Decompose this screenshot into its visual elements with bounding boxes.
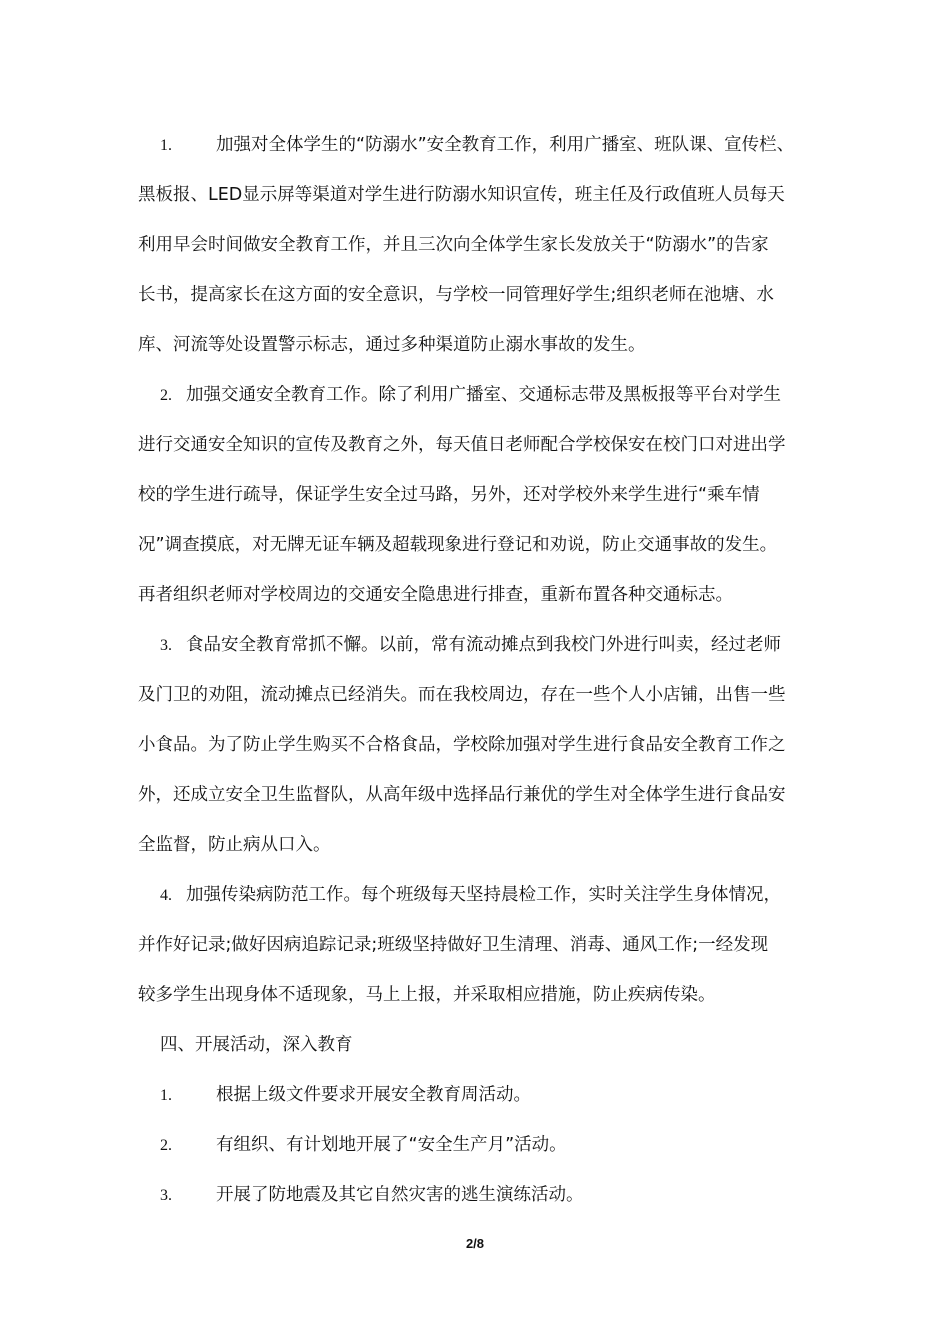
paragraph-line	[138, 680, 786, 710]
paragraph-line	[138, 230, 769, 260]
paragraph-line	[138, 830, 331, 860]
line-text: 库、河流等处设置警示标志，通过多种渠道防止溺水事故的发生。	[138, 335, 646, 355]
line-text: 并作好记录;做好因病追踪记录;班级坚持做好卫生清理、消毒、通风工作;一经发现	[138, 935, 769, 955]
numbered-paragraph-line	[160, 1130, 567, 1160]
paragraph-line	[138, 430, 786, 460]
paragraph-line	[138, 580, 733, 610]
paragraph-line	[138, 730, 786, 760]
paragraph-line	[138, 930, 768, 960]
numbered-paragraph-line	[160, 1080, 531, 1110]
paragraph-line	[138, 330, 646, 360]
line-text: 有组织、有计划地开展了“安全生产月”活动。	[216, 1135, 567, 1155]
paragraph-line	[160, 1030, 353, 1060]
line-text: 食品安全教育常抓不懈。以前，常有流动摊点到我校门外进行叫卖，经过老师	[186, 635, 781, 655]
line-text: 及门卫的劝阻，流动摊点已经消失。而在我校周边，存在一些个人小店铺，出售一些	[138, 685, 786, 705]
line-text: 较多学生出现身体不适现象，马上上报，并采取相应措施，防止疾病传染。	[138, 985, 716, 1005]
line-text: 加强传染病防范工作。每个班级每天坚持晨检工作，实时关注学生身体情况，	[186, 885, 781, 905]
line-text: 开展了防地震及其它自然灾害的逃生演练活动。	[216, 1185, 584, 1205]
list-number: 1.	[160, 1087, 172, 1104]
line-text: 进行交通安全知识的宣传及教育之外，每天值日老师配合学校保安在校门口对进出学	[138, 435, 786, 455]
line-text: 加强交通安全教育工作。除了利用广播室、交通标志带及黑板报等平台对学生	[186, 385, 781, 405]
paragraph-line	[138, 280, 774, 310]
list-number: 1.	[160, 137, 172, 154]
list-number: 4.	[160, 887, 172, 904]
paragraph-line	[138, 480, 760, 510]
list-number: 3.	[160, 1187, 172, 1204]
list-number: 2.	[160, 387, 172, 404]
line-text: 况”调查摸底，对无牌无证车辆及超载现象进行登记和劝说，防止交通事故的发生。	[138, 535, 778, 555]
line-text: 四、开展活动，深入教育	[160, 1035, 353, 1055]
paragraph-line	[138, 780, 786, 810]
list-number: 2.	[160, 1137, 172, 1154]
line-text: 外，还成立安全卫生监督队，从高年级中选择品行兼优的学生对全体学生进行食品安	[138, 785, 786, 805]
numbered-paragraph-line	[160, 630, 781, 660]
numbered-paragraph-line	[160, 130, 794, 160]
numbered-paragraph-line	[160, 1180, 584, 1210]
line-text: 黑板报、LED显示屏等渠道对学生进行防溺水知识宣传，班主任及行政值班人员每天	[138, 185, 785, 205]
paragraph-line	[138, 530, 777, 560]
line-text: 根据上级文件要求开展安全教育周活动。	[216, 1085, 531, 1105]
line-text: 再者组织老师对学校周边的交通安全隐患进行排查，重新布置各种交通标志。	[138, 585, 733, 605]
line-text: 小食品。为了防止学生购买不合格食品，学校除加强对学生进行食品安全教育工作之	[138, 735, 786, 755]
numbered-paragraph-line	[160, 880, 781, 910]
line-text: 长书，提高家长在这方面的安全意识，与学校一同管理好学生;组织老师在池塘、水	[138, 285, 774, 305]
line-text: 全监督，防止病从口入。	[138, 835, 331, 855]
paragraph-line	[138, 180, 785, 210]
list-number: 3.	[160, 637, 172, 654]
line-text: 利用早会时间做安全教育工作，并且三次向全体学生家长发放关于“防溺水”的告家	[138, 235, 769, 255]
page-number: 2/8	[465, 1236, 485, 1251]
line-text: 校的学生进行疏导，保证学生安全过马路，另外，还对学校外来学生进行“乘车情	[138, 485, 760, 505]
paragraph-line	[138, 980, 716, 1010]
numbered-paragraph-line	[160, 380, 781, 410]
line-text: 加强对全体学生的“防溺水”安全教育工作，利用广播室、班队课、宣传栏、	[216, 135, 795, 155]
